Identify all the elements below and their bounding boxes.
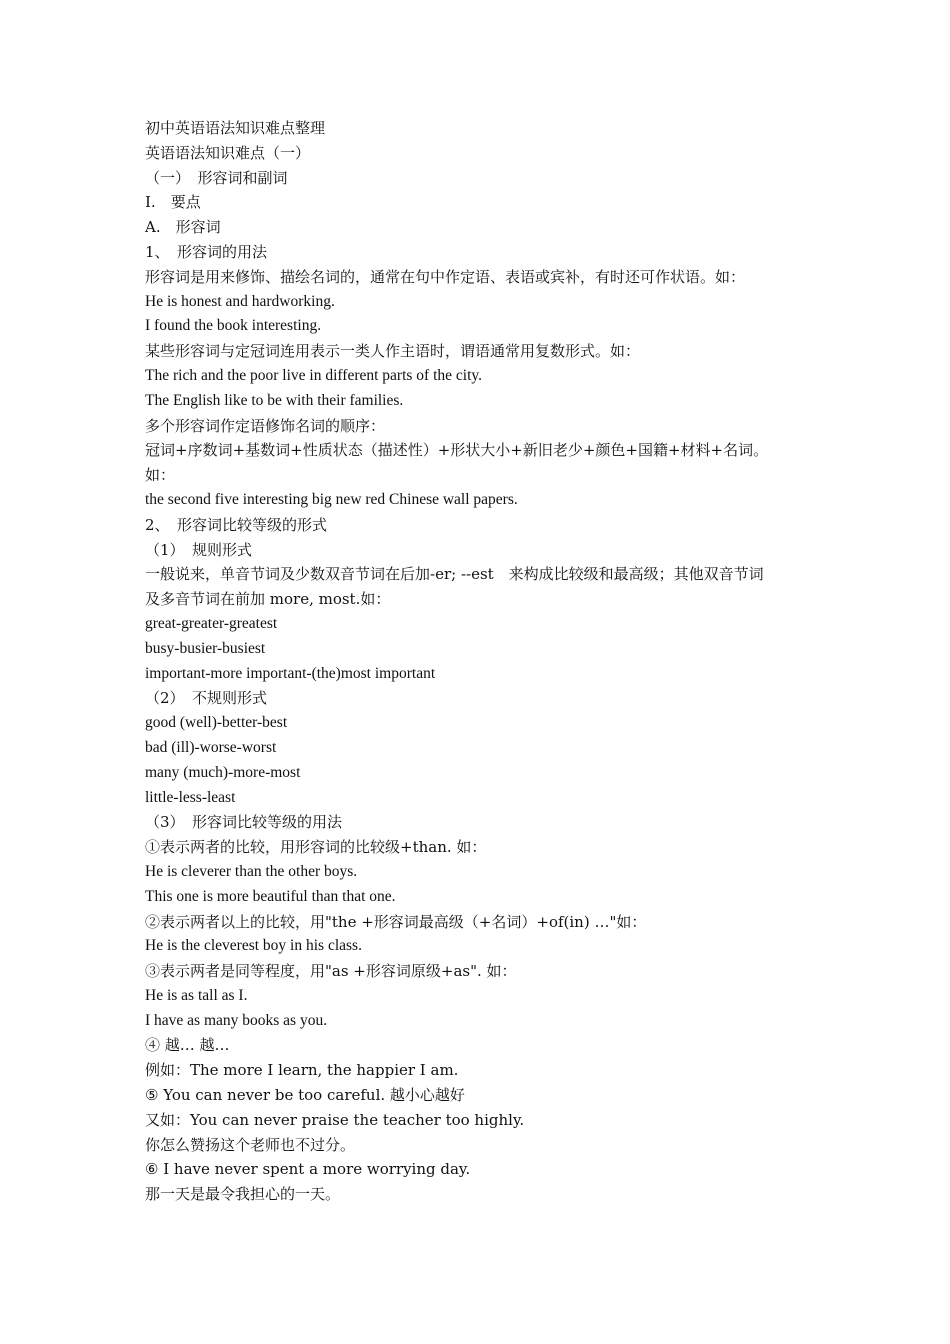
- sub-item-heading: （1） 规则形式: [145, 540, 253, 559]
- text-line: ①表示两者的比较，用形容词的比较级+than. 如：: [145, 838, 487, 857]
- example-word-forms: good (well)-better-best: [145, 714, 288, 732]
- text-line: 一般说来，单音节词及少数双音节词在后加-er; --est 来构成比较级和最高级；其他双音节词: [145, 565, 764, 584]
- outline-heading: I. 要点: [145, 193, 201, 212]
- outline-heading: A. 形容词: [145, 218, 221, 237]
- text-line: 如：: [145, 466, 176, 485]
- text-line: ②表示两者以上的比较，用"the +形容词最高级（+名词）+of(in) …"如：: [145, 912, 647, 931]
- example-word-forms: important-more important-(the)most important: [145, 664, 436, 682]
- text-line: ④ 越… 越…: [145, 1036, 230, 1055]
- numbered-heading: 1、 形容词的用法: [145, 242, 268, 261]
- example-word-forms: many (much)-more-most: [145, 763, 301, 781]
- text-line: 例如：The more I learn, the happier I am.: [145, 1061, 459, 1080]
- example-sentence: I have as many books as you.: [145, 1011, 328, 1029]
- text-line: 及多音节词在前加 more, most.如：: [145, 590, 391, 609]
- example-sentence: I found the book interesting.: [145, 317, 322, 335]
- text-line: 某些形容词与定冠词连用表示一类人作主语时，谓语通常用复数形式。如：: [145, 342, 641, 361]
- example-sentence: He is honest and hardworking.: [145, 292, 335, 310]
- text-line: 又如：You can never praise the teacher too highly.: [145, 1110, 525, 1129]
- text-line: ③表示两者是同等程度，用"as +形容词原级+as". 如：: [145, 962, 517, 981]
- example-word-forms: bad (ill)-worse-worst: [145, 738, 277, 756]
- section-heading: 英语语法知识难点（一）: [145, 143, 311, 162]
- example-sentence: This one is more beautiful than that one.: [145, 887, 396, 905]
- text-line: 多个形容词作定语修饰名词的顺序：: [145, 416, 386, 435]
- example-sentence: He is the cleverest boy in his class.: [145, 937, 362, 955]
- example-sentence: The rich and the poor live in different parts of the city.: [145, 366, 483, 384]
- text-line: ⑤ You can never be too careful. 越小心越好: [145, 1086, 465, 1105]
- sub-item-heading: （2） 不规则形式: [145, 689, 268, 708]
- document-title: 初中英语语法知识难点整理: [145, 119, 326, 137]
- text-line: 冠词+序数词+基数词+性质状态（描述性）+形状大小+新旧老少+颜色+国籍+材料+名词。: [145, 441, 769, 460]
- subsection-heading: （一） 形容词和副词: [145, 168, 288, 187]
- text-line: ⑥ I have never spent a more worrying day.: [145, 1160, 471, 1179]
- text-line: 你怎么赞扬这个老师也不过分。: [145, 1135, 356, 1154]
- sub-item-heading: （3） 形容词比较等级的用法: [145, 813, 343, 832]
- example-word-forms: great-greater-greatest: [145, 614, 278, 632]
- example-word-forms: little-less-least: [145, 788, 236, 806]
- example-sentence: He is as tall as I.: [145, 986, 248, 1004]
- example-sentence: He is cleverer than the other boys.: [145, 862, 358, 880]
- text-line: 形容词是用来修饰、描绘名词的，通常在句中作定语、表语或宾补，有时还可作状语。如：: [145, 267, 746, 286]
- text-line: 那一天是最令我担心的一天。: [145, 1185, 341, 1204]
- example-sentence: the second five interesting big new red Chinese wall papers.: [145, 490, 518, 508]
- example-sentence: The English like to be with their families.: [145, 391, 404, 409]
- example-word-forms: busy-busier-busiest: [145, 639, 266, 657]
- numbered-heading: 2、 形容词比较等级的形式: [145, 515, 328, 534]
- document-page: [145, 116, 815, 1207]
